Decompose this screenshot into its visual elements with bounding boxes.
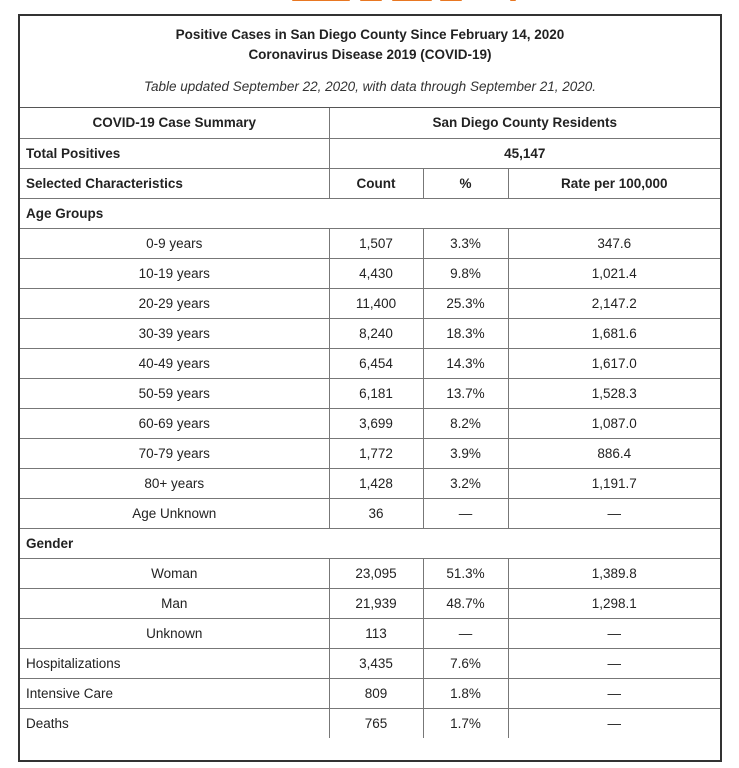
cropped-link-text xyxy=(0,0,739,6)
table-row xyxy=(20,138,720,168)
table-row xyxy=(20,528,720,558)
row-percent: 9.8% xyxy=(423,258,508,288)
table-title: Positive Cases in San Diego County Since February 14, 2020 xyxy=(175,27,565,42)
row-count: 3,435 xyxy=(329,648,423,678)
gender-heading: Gender xyxy=(20,528,720,558)
row-rate: 347.6 xyxy=(508,228,720,258)
row-percent: 18.3% xyxy=(423,318,508,348)
update-note: Table updated September 22, 2020, with data through September 21, 2020. xyxy=(143,79,597,94)
row-percent: 25.3% xyxy=(423,288,508,318)
table-row xyxy=(20,558,720,588)
row-label: 60-69 years xyxy=(20,408,329,438)
row-rate: 1,191.7 xyxy=(508,468,720,498)
row-label: Man xyxy=(20,588,329,618)
row-rate: 886.4 xyxy=(508,438,720,468)
row-count: 809 xyxy=(329,678,423,708)
table-row xyxy=(20,708,720,738)
table-header xyxy=(20,16,720,108)
table-row xyxy=(20,108,720,138)
total-positives-label: Total Positives xyxy=(20,138,329,168)
table-row xyxy=(20,648,720,678)
table-row xyxy=(20,378,720,408)
row-count: 3,699 xyxy=(329,408,423,438)
age-groups-heading: Age Groups xyxy=(20,198,720,228)
table-row xyxy=(20,408,720,438)
row-label: Woman xyxy=(20,558,329,588)
table-row xyxy=(20,198,720,228)
row-rate: — xyxy=(508,498,720,528)
row-percent: 14.3% xyxy=(423,348,508,378)
row-label: Unknown xyxy=(20,618,329,648)
row-percent: 3.2% xyxy=(423,468,508,498)
row-count: 1,428 xyxy=(329,468,423,498)
col-count-header: Count xyxy=(329,168,423,198)
row-percent: 1.7% xyxy=(423,708,508,738)
row-percent: — xyxy=(423,618,508,648)
row-count: 8,240 xyxy=(329,318,423,348)
row-percent: 7.6% xyxy=(423,648,508,678)
total-positives-value: 45,147 xyxy=(329,138,720,168)
row-rate: — xyxy=(508,708,720,738)
residents-label: San Diego County Residents xyxy=(329,108,720,138)
col-percent-header: % xyxy=(423,168,508,198)
row-count: 765 xyxy=(329,708,423,738)
row-percent: 3.9% xyxy=(423,438,508,468)
row-rate: — xyxy=(508,678,720,708)
row-percent: 3.3% xyxy=(423,228,508,258)
row-count: 1,507 xyxy=(329,228,423,258)
row-rate: 1,021.4 xyxy=(508,258,720,288)
row-count: 1,772 xyxy=(329,438,423,468)
table-row xyxy=(20,498,720,528)
row-percent: — xyxy=(423,498,508,528)
row-rate: 2,147.2 xyxy=(508,288,720,318)
table-row xyxy=(20,168,720,198)
table-subtitle: Coronavirus Disease 2019 (COVID-19) xyxy=(248,47,492,62)
table-row xyxy=(20,438,720,468)
table-row xyxy=(20,468,720,498)
table-row xyxy=(20,258,720,288)
table-row xyxy=(20,678,720,708)
row-percent: 48.7% xyxy=(423,588,508,618)
row-count: 113 xyxy=(329,618,423,648)
row-count: 21,939 xyxy=(329,588,423,618)
row-rate: 1,681.6 xyxy=(508,318,720,348)
row-label: 20-29 years xyxy=(20,288,329,318)
row-label: 30-39 years xyxy=(20,318,329,348)
row-percent: 1.8% xyxy=(423,678,508,708)
covid-case-summary-table xyxy=(18,14,722,762)
table-row xyxy=(20,288,720,318)
row-rate: 1,298.1 xyxy=(508,588,720,618)
row-percent: 51.3% xyxy=(423,558,508,588)
row-label: 0-9 years xyxy=(20,228,329,258)
col-rate-header: Rate per 100,000 xyxy=(508,168,720,198)
row-label: 50-59 years xyxy=(20,378,329,408)
row-rate: 1,617.0 xyxy=(508,348,720,378)
row-rate: 1,528.3 xyxy=(508,378,720,408)
case-table xyxy=(20,108,720,738)
row-label: 10-19 years xyxy=(20,258,329,288)
row-label: Deaths xyxy=(20,708,329,738)
row-percent: 8.2% xyxy=(423,408,508,438)
table-row xyxy=(20,618,720,648)
row-label: Hospitalizations xyxy=(20,648,329,678)
row-label: 80+ years xyxy=(20,468,329,498)
row-label: 70-79 years xyxy=(20,438,329,468)
row-rate: — xyxy=(508,648,720,678)
row-label: 40-49 years xyxy=(20,348,329,378)
row-count: 36 xyxy=(329,498,423,528)
row-label: Age Unknown xyxy=(20,498,329,528)
row-count: 6,181 xyxy=(329,378,423,408)
row-count: 4,430 xyxy=(329,258,423,288)
row-rate: 1,087.0 xyxy=(508,408,720,438)
table-row xyxy=(20,318,720,348)
row-rate: 1,389.8 xyxy=(508,558,720,588)
row-count: 6,454 xyxy=(329,348,423,378)
characteristics-label: Selected Characteristics xyxy=(20,168,329,198)
row-percent: 13.7% xyxy=(423,378,508,408)
row-rate: — xyxy=(508,618,720,648)
table-row xyxy=(20,228,720,258)
row-label: Intensive Care xyxy=(20,678,329,708)
summary-label: COVID-19 Case Summary xyxy=(20,108,329,138)
table-row xyxy=(20,588,720,618)
row-count: 11,400 xyxy=(329,288,423,318)
row-count: 23,095 xyxy=(329,558,423,588)
table-row xyxy=(20,348,720,378)
